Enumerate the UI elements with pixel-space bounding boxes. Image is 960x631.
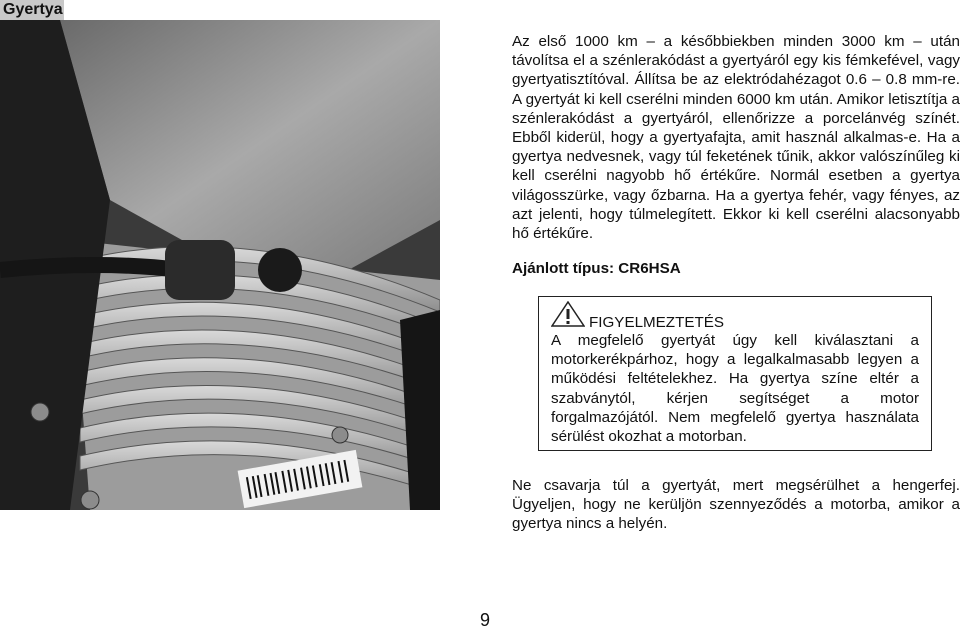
section-title: Gyertya bbox=[0, 0, 64, 20]
warning-header bbox=[551, 301, 724, 332]
page-number: 9 bbox=[480, 610, 491, 630]
warning-box bbox=[538, 296, 932, 451]
recommended-type: Ajánlott típus: CR6HSA bbox=[512, 260, 681, 277]
warning-triangle-icon bbox=[551, 301, 585, 332]
engine-photo bbox=[0, 20, 440, 510]
note-paragraph: Ne csavarja túl a gyertyát, mert megsérülhet a hengerfej. Ügyeljen, hogy ne kerüljön szennyeződés a motorba, amikor a gyertya nincs a helyén. bbox=[512, 477, 960, 533]
warning-title: FIGYELMEZTETÉS bbox=[589, 314, 725, 331]
warning-text: A megfelelő gyertyát úgy kell kiválasztani a motorkerékpárhoz, hogy a legalkalmasabb legyen a működési feltételekhez. Ha gyertya színe eltér a szabványtól, kérjen segítséget a motor forgalmazójától. Nem megfelelő gyertya használata sérülést okozhat a motorban. bbox=[551, 332, 919, 446]
intro-paragraph: Az első 1000 km – a későbbiekben minden 3000 km – után távolítsa el a szénlerakódást a gyertyáról egy kis fémkefével, vagy gyertyatisztítóval. Állítsa be az elektródahézagot 0.6 – 0.8 mm-re. A gyertyát ki kell cserélni minden 6000 km után. Amikor letisztítja a szénlerakódást a gyertyáról, ellenőrizze a porcelánvég színét. Ebből kiderül, hogy a gyertyafajta, amit használ alkalmas-e. Ha a gyertya nedvesnek, vagy túl feketének tűnik, akkor valószínűleg ki kell cserélni nagyobb hő értékűre. Normál esetben a gyertya világosszürke, vagy őzbarna. Ha a gyertya fehér, vagy fényes, az azt jelenti, hogy túlmelegített. Ekkor ki kell cserélni alacsonyabb hő értékűre. bbox=[512, 33, 960, 243]
